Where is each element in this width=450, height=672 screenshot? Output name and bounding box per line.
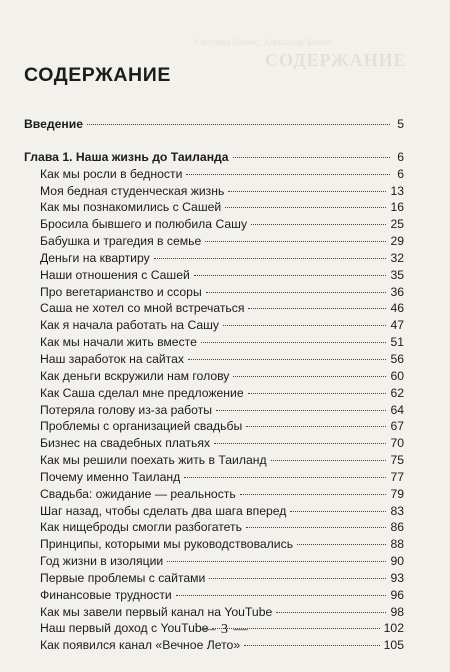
toc-entry-label: Почему именно Таиланд (40, 469, 181, 484)
toc-entry-label: Принципы, которыми мы руководствовались (40, 537, 294, 552)
toc-entry[interactable] (24, 536, 404, 553)
dot-leader (209, 578, 386, 579)
toc-entry[interactable] (24, 351, 404, 368)
toc-entry[interactable] (24, 604, 404, 621)
toc-entry-page: 98 (390, 604, 404, 619)
toc-entry-page: 105 (383, 638, 404, 653)
toc-entry-label: Финансовые трудности (40, 587, 172, 602)
toc-entry[interactable] (24, 284, 404, 301)
toc-entry-label: Наш первый доход с YouTube (40, 621, 209, 636)
page-title: СОДЕРЖАНИЕ (24, 64, 171, 86)
toc-entry-label: Бизнес на свадебных платьях (40, 436, 211, 451)
toc-entry-page: 36 (390, 284, 404, 299)
toc-entry-page: 16 (390, 200, 404, 215)
dot-leader (194, 275, 387, 276)
toc-entry[interactable] (24, 233, 404, 250)
toc-entry[interactable] (24, 317, 404, 334)
toc-entry-label: Саша не хотел со мной встречаться (40, 301, 245, 316)
toc-entry[interactable] (24, 183, 404, 200)
toc-entry-page: 93 (390, 570, 404, 585)
table-of-contents (24, 116, 404, 654)
dot-leader (216, 410, 386, 411)
toc-entry[interactable] (24, 199, 404, 216)
toc-entry-label: Как мы начали жить вместе (40, 335, 197, 350)
toc-entry-label: Как мы росли в бедности (40, 166, 183, 181)
toc-entry[interactable] (24, 435, 404, 452)
dot-leader (276, 612, 386, 613)
toc-entry-label: Бросила бывшего и полюбила Сашу (40, 217, 248, 232)
dot-leader (233, 376, 386, 377)
toc-entry-label: Введение (24, 117, 84, 131)
toc-entry[interactable] (24, 519, 404, 536)
toc-entry-label: Деньги на квартиру (40, 250, 150, 265)
dot-leader (167, 561, 386, 562)
dot-leader (246, 426, 386, 427)
dot-leader (188, 359, 386, 360)
toc-entry-intro[interactable] (24, 116, 404, 133)
toc-entry[interactable] (24, 486, 404, 503)
toc-entry-page: 47 (390, 318, 404, 333)
toc-entry-page: 25 (390, 217, 404, 232)
toc-entry-page: 102 (383, 621, 404, 636)
toc-entry[interactable] (24, 334, 404, 351)
dot-leader (206, 292, 387, 293)
toc-entry[interactable] (24, 570, 404, 587)
toc-entry-label: Потеряла голову из-за работы (40, 402, 213, 417)
dot-leader (205, 241, 386, 242)
toc-entry-page: 13 (390, 183, 404, 198)
bleed-through-text: Светлана Бизнес, Александр Бизнес СОДЕРЖАНИЕ (195, 37, 407, 70)
toc-entry-label: Глава 1. Наша жизнь до Таиланда (24, 149, 229, 164)
dot-leader (271, 460, 387, 461)
dot-leader (233, 157, 390, 158)
spacer (24, 133, 404, 149)
toc-entry[interactable] (24, 637, 404, 654)
toc-entry[interactable] (24, 587, 404, 604)
toc-entry-label: Проблемы с организацией свадьбы (40, 419, 243, 434)
toc-entry-label: Как я начала работать на Сашу (40, 318, 220, 333)
toc-entry-page: 86 (390, 520, 404, 535)
toc-entry-page: 88 (390, 537, 404, 552)
toc-entry-label: Как мы решили поехать жить в Таиланд (40, 453, 267, 468)
toc-entry-page: 32 (390, 250, 404, 265)
toc-entry-label: Бабушка и трагедия в семье (40, 234, 202, 249)
dot-leader (248, 393, 387, 394)
toc-entry-page: 29 (390, 234, 404, 249)
toc-entry-label: Как Саша сделал мне предложение (40, 385, 244, 400)
toc-entry[interactable] (24, 469, 404, 486)
dot-leader (214, 443, 386, 444)
toc-entry[interactable] (24, 216, 404, 233)
toc-entry-page: 51 (390, 335, 404, 350)
toc-entry-page: 46 (390, 301, 404, 316)
toc-entry-label: Первые проблемы с сайтами (40, 570, 206, 585)
toc-entry-label: Шаг назад, чтобы сделать два шага вперед (40, 503, 287, 518)
toc-entry[interactable] (24, 300, 404, 317)
toc-entry-page: 77 (390, 469, 404, 484)
toc-entry-label: Год жизни в изоляции (40, 554, 164, 569)
toc-entry-page: 6 (397, 149, 404, 164)
toc-entry-page: 83 (390, 503, 404, 518)
toc-entry-chapter-1[interactable] (24, 149, 404, 166)
dot-leader (225, 207, 386, 208)
toc-entry-page: 90 (390, 554, 404, 569)
toc-entry[interactable] (24, 553, 404, 570)
toc-entry-page: 96 (390, 587, 404, 602)
dot-leader (251, 224, 386, 225)
toc-entry-label: Про вегетарианство и ссоры (40, 284, 202, 299)
dot-leader (248, 308, 386, 309)
dot-leader (246, 527, 386, 528)
toc-entry-label: Наши отношения с Сашей (40, 267, 190, 282)
toc-entry-label: Свадьба: ожидание — реальность (40, 486, 236, 501)
dot-leader (240, 494, 387, 495)
toc-entry-page: 56 (390, 351, 404, 366)
toc-entry-label: Наш заработок на сайтах (40, 351, 184, 366)
dot-leader (87, 124, 390, 125)
toc-entry-page: 35 (390, 267, 404, 282)
dot-leader (290, 511, 386, 512)
toc-entry[interactable] (24, 418, 404, 435)
toc-entry-page: 75 (390, 453, 404, 468)
dot-leader (184, 477, 386, 478)
toc-entry[interactable] (24, 267, 404, 284)
dot-leader (176, 595, 387, 596)
dot-leader (186, 174, 390, 175)
toc-entry-label: Как нищеброды смогли разбогатеть (40, 520, 242, 535)
dot-leader (154, 258, 387, 259)
toc-entry-page: 62 (390, 385, 404, 400)
dot-leader (244, 645, 380, 646)
toc-entry-page: 79 (390, 486, 404, 501)
dot-leader (201, 342, 387, 343)
toc-entry[interactable] (24, 503, 404, 520)
toc-entry-page: 60 (390, 368, 404, 383)
toc-entry-label: Как появился канал «Вечное Лето» (40, 638, 241, 653)
toc-entry[interactable] (24, 452, 404, 469)
dot-leader (297, 544, 386, 545)
dot-leader (228, 191, 386, 192)
toc-entry-page: 67 (390, 419, 404, 434)
toc-entry[interactable] (24, 385, 404, 402)
toc-entry-label: Как мы завели первый канал на YouTube (40, 604, 273, 619)
toc-entry-page: 70 (390, 436, 404, 451)
toc-entry[interactable] (24, 166, 404, 183)
toc-entry[interactable] (24, 402, 404, 419)
toc-subentries (24, 166, 404, 654)
toc-entry-page: 6 (397, 166, 404, 181)
toc-entry-label: Как деньги вскружили нам голову (40, 368, 230, 383)
toc-entry-label: Как мы познакомились с Сашей (40, 200, 222, 215)
toc-entry-page: 64 (390, 402, 404, 417)
toc-entry[interactable] (24, 368, 404, 385)
toc-entry[interactable] (24, 250, 404, 267)
toc-entry-label: Моя бедная студенческая жизнь (40, 183, 225, 198)
page-number: — 3 — (201, 622, 249, 637)
dot-leader (223, 325, 386, 326)
toc-entry-page: 5 (397, 117, 404, 131)
